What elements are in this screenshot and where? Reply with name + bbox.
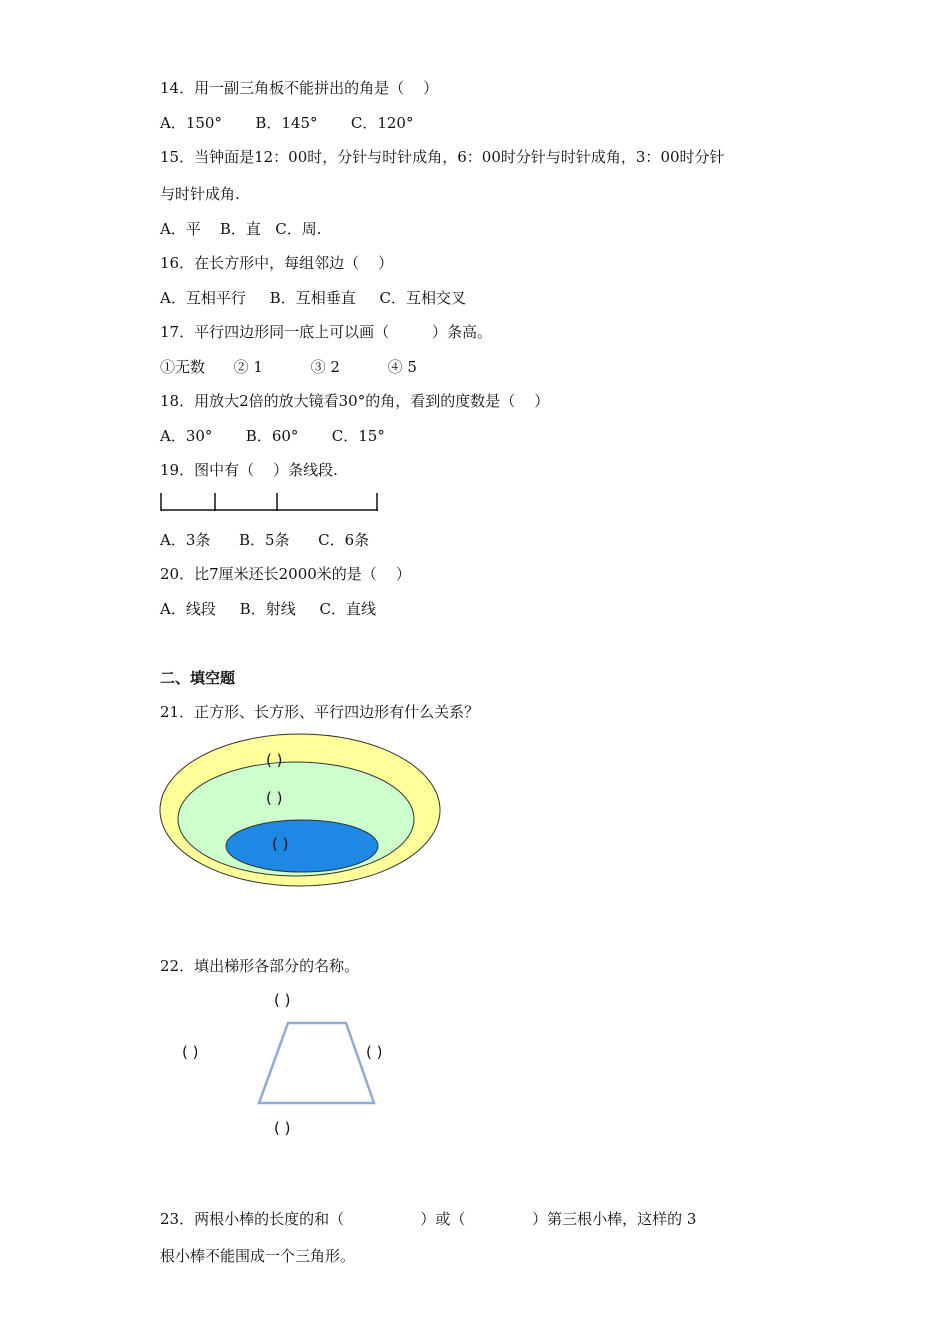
line-segment-figure — [158, 490, 383, 514]
q20-stem: 20．比7厘米还长2000米的是（ ） — [160, 565, 411, 583]
q22-stem: 22．填出梯形各部分的名称。 — [160, 957, 360, 975]
q14-stem: 14．用一副三角板不能拼出的角是（ ） — [160, 79, 439, 97]
shape-relation-diagram — [158, 733, 448, 893]
q21-stem: 21．正方形、长方形、平行四边形有什么关系？ — [160, 703, 480, 721]
q15-stem-line2: 与时针成角. — [160, 185, 240, 203]
inner-label: ( ) — [272, 835, 289, 853]
q18-options: A．30° B．60° C．15° — [160, 427, 385, 445]
q17-stem: 17．平行四边形同一底上可以画（ ）条高。 — [160, 323, 493, 341]
left-label: ( ) — [182, 1043, 199, 1061]
section-title: 二、填空题 — [160, 669, 236, 687]
q23-line2: 根小棒不能围成一个三角形。 — [160, 1247, 356, 1265]
q14-options: A．150° B．145° C．120° — [160, 114, 414, 132]
right-label: ( ) — [366, 1043, 383, 1061]
middle-label: ( ) — [266, 789, 283, 807]
q15-stem-line1: 15．当钟面是12：00时，分针与时针成角，6：00时分针与时针成角，3：00时分针 — [160, 148, 725, 166]
bottom-label: ( ) — [274, 1119, 291, 1137]
q20-options: A．线段 B．射线 C．直线 — [160, 600, 377, 618]
q23-line1: 23．两根小棒的长度的和（ ）或（ ）第三根小棒，这样的 3 — [160, 1210, 697, 1228]
q18-stem: 18．用放大2倍的放大镜看30°的角，看到的度数是（ ） — [160, 392, 550, 410]
top-label: ( ) — [274, 991, 291, 1009]
inner-ellipse — [226, 820, 378, 872]
q16-stem: 16．在长方形中，每组邻边（ ） — [160, 254, 394, 272]
q19-options: A．3条 B．5条 C．6条 — [160, 531, 370, 549]
q16-options: A．互相平行 B．互相垂直 C．互相交叉 — [160, 289, 467, 307]
q19-stem: 19．图中有（ ）条线段. — [160, 461, 338, 479]
q17-options: ①无数 ② 1 ③ 2 ④ 5 — [160, 358, 417, 376]
outer-label: ( ) — [266, 751, 283, 769]
trapezoid — [259, 1023, 374, 1103]
q15-options: A．平 B．直 C．周. — [160, 220, 322, 238]
trapezoid-diagram — [170, 985, 450, 1140]
